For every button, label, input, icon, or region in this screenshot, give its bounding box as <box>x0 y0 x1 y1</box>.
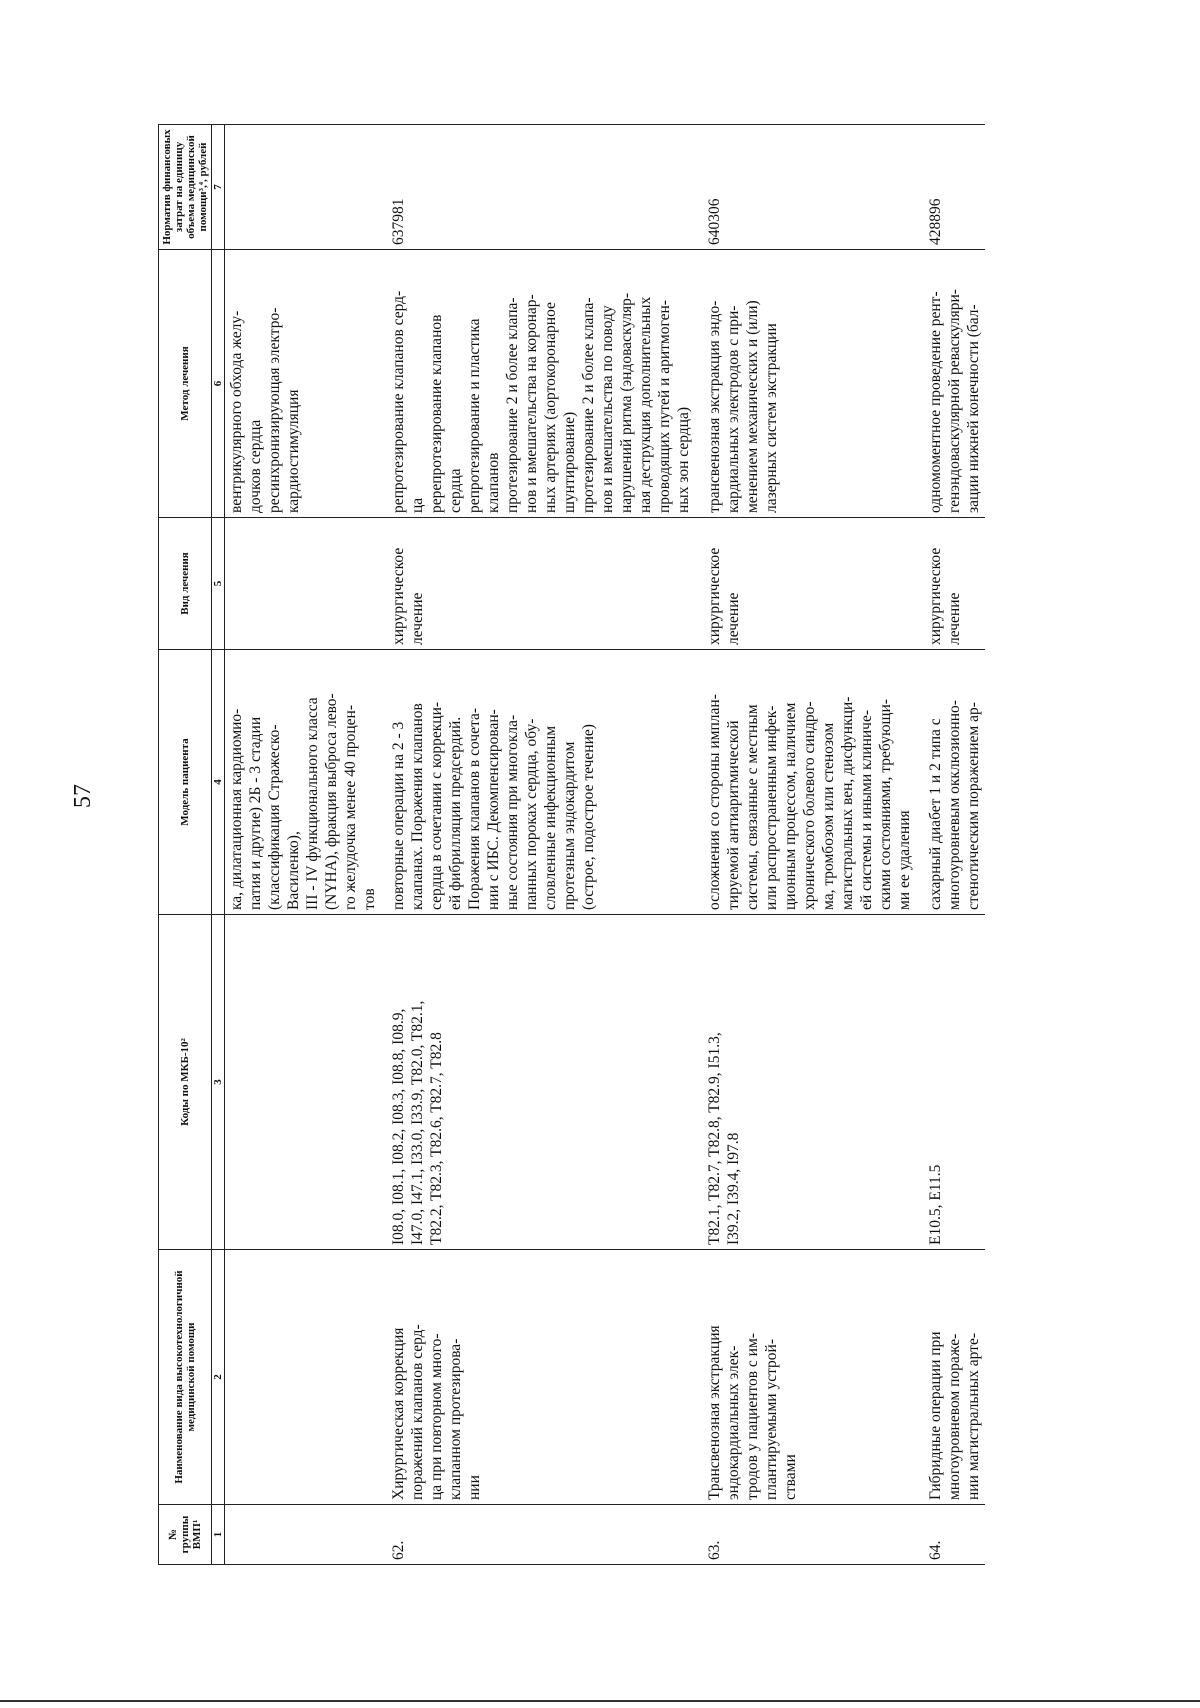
cell-text-line: трансвенозная экстракция эндо- <box>706 300 723 513</box>
cell-text-line: клапанах. Поражения клапанов <box>409 703 426 910</box>
cell-text-line: репротезирование клапанов серд- <box>390 290 407 513</box>
patient-model-cell <box>225 650 382 915</box>
cell-text-line: ей фибрилляции предсердий. <box>447 716 464 910</box>
cell-text-line: лечение <box>409 592 426 645</box>
header-treatment-type: Вид лечения <box>159 518 212 650</box>
cell-text-line: III - IV функционального класса <box>304 697 321 910</box>
group-number-cell <box>225 1505 382 1565</box>
cell-text-line: хронического болевого синдро- <box>801 701 818 910</box>
cell-text-line: ма, тромбозом или стенозом <box>820 722 837 910</box>
header-icd-codes: Коды по МКБ-10² <box>159 915 212 1250</box>
cell-text-line: многоуровневом пораже- <box>946 1333 963 1500</box>
treatment-method-cell <box>916 250 985 518</box>
treatment-method-cell <box>695 250 916 518</box>
cell-text-line: Гибридные операции при <box>927 1331 944 1500</box>
cell-text-line: шунтирование) <box>561 411 578 513</box>
vmp-name-cell <box>381 1250 695 1505</box>
header-vmp-name: Наименование вида высокотехнологичной медицинской помощи <box>159 1250 212 1505</box>
header-patient-model: Модель пациента <box>159 650 212 915</box>
column-number: 2 <box>212 1250 225 1505</box>
cell-text-line: ца <box>409 497 426 513</box>
cell-text-line: нии <box>466 1475 483 1500</box>
cell-text-line: сердца <box>447 468 464 513</box>
vmp-name-cell <box>916 1250 985 1505</box>
header-group-number: № группы ВМП¹ <box>159 1505 212 1565</box>
cell-text-line: повторные операции на 2 - 3 <box>390 721 407 910</box>
cell-text-line: хирургическое <box>706 547 723 645</box>
cell-text-line: ствами <box>782 1454 799 1500</box>
cell-text-line: осложнения со стороны имплан- <box>706 694 723 910</box>
cell-text-line: эндокардиальных элек- <box>725 1345 742 1500</box>
cell-text-line: го желудочка менее 40 процен- <box>342 705 359 910</box>
cell-text-line: (классификация Стражеско- <box>266 724 283 910</box>
cell-text-line: хирургическое <box>390 547 407 645</box>
cell-text-line: тов <box>361 888 378 910</box>
cell-text-line: ционным процессом, наличием <box>782 702 799 910</box>
patient-model-cell <box>695 650 916 915</box>
column-number: 5 <box>212 518 225 650</box>
icd-codes-cell <box>916 915 985 1250</box>
table-row <box>916 125 985 1565</box>
cell-text-line: словленные инфекционным <box>542 725 559 910</box>
cell-text-line: одномоментное проведение рент- <box>927 291 944 513</box>
cell-text-line: ца при повторном много- <box>428 1333 445 1500</box>
cell-text-line: ресинхронизирующая электро- <box>266 307 283 513</box>
cell-text-line: зации нижней конечности (бал- <box>965 304 982 513</box>
cell-text-line: протезным эндокардитом <box>561 741 578 910</box>
cell-text-line: панных пороках сердца, обу- <box>523 718 540 910</box>
cell-text-line: Хирургическая коррекция <box>390 1327 407 1500</box>
treatment-type-cell <box>695 518 916 650</box>
cell-text-line: протезирование 2 и более клапа- <box>504 297 521 513</box>
cell-text-line: Василенко), <box>285 831 302 910</box>
treatment-method-cell <box>381 250 695 518</box>
cell-text-line: лазерных систем экстракции <box>763 323 780 513</box>
cell-text-line: I47.0, I47.1, I33.0, I33.9, T82.0, T82.1, <box>409 1000 426 1245</box>
group-number-cell: 62. <box>381 1505 695 1565</box>
icd-codes-cell <box>381 915 695 1250</box>
cell-text-line: тируемой антиаритмической <box>725 720 742 910</box>
cell-text-line: T82.2, T82.3, T82.6, T82.7, T82.8 <box>428 1032 445 1245</box>
cell-text-line: Поражения клапанов в сочета- <box>466 707 483 910</box>
cell-text-line: проводящих путей и аритмоген- <box>656 300 673 513</box>
treatment-type-cell <box>381 518 695 650</box>
cell-text-line: патия и другие) 2Б - 3 стадии <box>247 716 264 910</box>
cell-text-line: ных зон сердца) <box>675 406 692 513</box>
cell-text-line: ная деструкция дополнительных <box>637 296 654 513</box>
cell-text-line: протезирование 2 и более клапа- <box>580 297 597 513</box>
cell-text-line: E10.5, E11.5 <box>927 1164 944 1245</box>
cell-text-line: скими состояниями, требующи- <box>877 699 894 910</box>
cell-text-line: лечение <box>946 592 963 645</box>
cell-text-line: плантируемыми устрой- <box>763 1339 780 1500</box>
cell-text-line: ка, дилатационная кардиомио- <box>228 708 245 910</box>
cell-text-line: или распространенным инфек- <box>763 705 780 910</box>
rotated-table-sheet <box>158 125 1200 1565</box>
patient-model-cell <box>916 650 985 915</box>
icd-codes-cell <box>695 915 916 1250</box>
cell-text-line: многоуровневым окклюзионно- <box>946 700 963 910</box>
cell-text-line: нов и вмешательства по поводу <box>599 305 616 513</box>
group-number-cell: 63. <box>695 1505 916 1565</box>
cell-text-line: ей системы и иными клиниче- <box>858 710 875 910</box>
cost-norm-cell <box>225 125 382 250</box>
cell-text-line: менением механических и (или) <box>744 300 761 513</box>
cost-norm-cell: 637981 <box>381 125 695 250</box>
cell-text-line: I39.2, I39.4, I97.8 <box>725 1132 742 1245</box>
column-number: 3 <box>212 915 225 1250</box>
cell-text-line: ных артериях (аортокоронарное <box>542 302 559 513</box>
cell-text-line: клапанов <box>485 452 502 513</box>
cell-text-line: лечение <box>725 592 742 645</box>
cell-text-line: кардиальных электродов с при- <box>725 305 742 513</box>
group-number-cell: 64. <box>916 1505 985 1565</box>
table-row <box>381 125 695 1565</box>
cell-text-line: T82.1, T82.7, T82.8, T82.9, I51.3, <box>706 1032 723 1245</box>
cell-text-line: хирургическое <box>927 547 944 645</box>
cell-text-line: системы, связанные с местным <box>744 704 761 910</box>
treatment-type-cell <box>225 518 382 650</box>
column-number: 6 <box>212 250 225 518</box>
scan-bottom-edge <box>0 1700 1200 1702</box>
cell-text-line: нии с ИБС. Декомпенсирован- <box>485 709 502 910</box>
cell-text-line: ререпротезирование клапанов <box>428 314 445 513</box>
cell-text-line: дочков сердца <box>247 419 264 513</box>
cell-text-line: нии магистральных арте- <box>965 1333 982 1500</box>
cell-text-line: клапанном протезирова- <box>447 1338 464 1500</box>
icd-codes-cell <box>225 915 382 1250</box>
page-number: 57 <box>70 784 96 808</box>
cell-text-line: вентрикулярного обхода желу- <box>228 310 245 513</box>
header-cost-norm: Норматив финансовых затрат на единицу объема медицинской помощи³,⁴, рублей <box>159 125 212 250</box>
column-number: 1 <box>212 1505 225 1565</box>
cell-text-line: кардиостимуляция <box>285 389 302 513</box>
table-body <box>225 125 986 1565</box>
cell-text-line: сахарный диабет 1 и 2 типа с <box>927 718 944 910</box>
cell-text-line: Трансвенозная экстракция <box>706 1325 723 1500</box>
cell-text-line: стенотическим поражением ар- <box>965 702 982 910</box>
cell-text-line: генэндоваскулярной реваскуляри- <box>946 289 963 513</box>
cell-text-line: ми ее удаления <box>896 810 913 910</box>
table-row <box>695 125 916 1565</box>
cell-text-line: I08.0, I08.1, I08.2, I08.3, I08.8, I08.9, <box>390 1008 407 1245</box>
cell-text-line: тродов у пациентов с им- <box>744 1333 761 1500</box>
cell-text-line: (острое, подострое течение) <box>580 724 597 910</box>
cell-text-line: ные состояния при многокла- <box>504 714 521 910</box>
column-number: 4 <box>212 650 225 915</box>
treatment-type-cell <box>916 518 985 650</box>
column-number: 7 <box>212 125 225 250</box>
patient-model-cell <box>381 650 695 915</box>
vmp-name-cell <box>225 1250 382 1505</box>
cell-text-line: магистральных вен, дисфункци- <box>839 696 856 910</box>
table-row <box>225 125 382 1565</box>
cell-text-line: репротезирование и пластика <box>466 318 483 513</box>
cell-text-line: нов и вмешательства на коронар- <box>523 294 540 513</box>
vmp-name-cell <box>695 1250 916 1505</box>
cost-norm-cell: 428896 <box>916 125 985 250</box>
cost-norm-cell: 640306 <box>695 125 916 250</box>
cell-text-line: (NYHA), фракция выброса лево- <box>323 693 340 910</box>
cell-text-line: нарушений ритма (эндоваскуляр- <box>618 292 635 513</box>
header-treatment-method: Метод лечения <box>159 250 212 518</box>
treatment-method-cell <box>225 250 382 518</box>
cell-text-line: поражений клапанов серд- <box>409 1324 426 1500</box>
vmp-table <box>158 124 985 1565</box>
cell-text-line: сердца в сочетании с коррекци- <box>428 701 445 910</box>
